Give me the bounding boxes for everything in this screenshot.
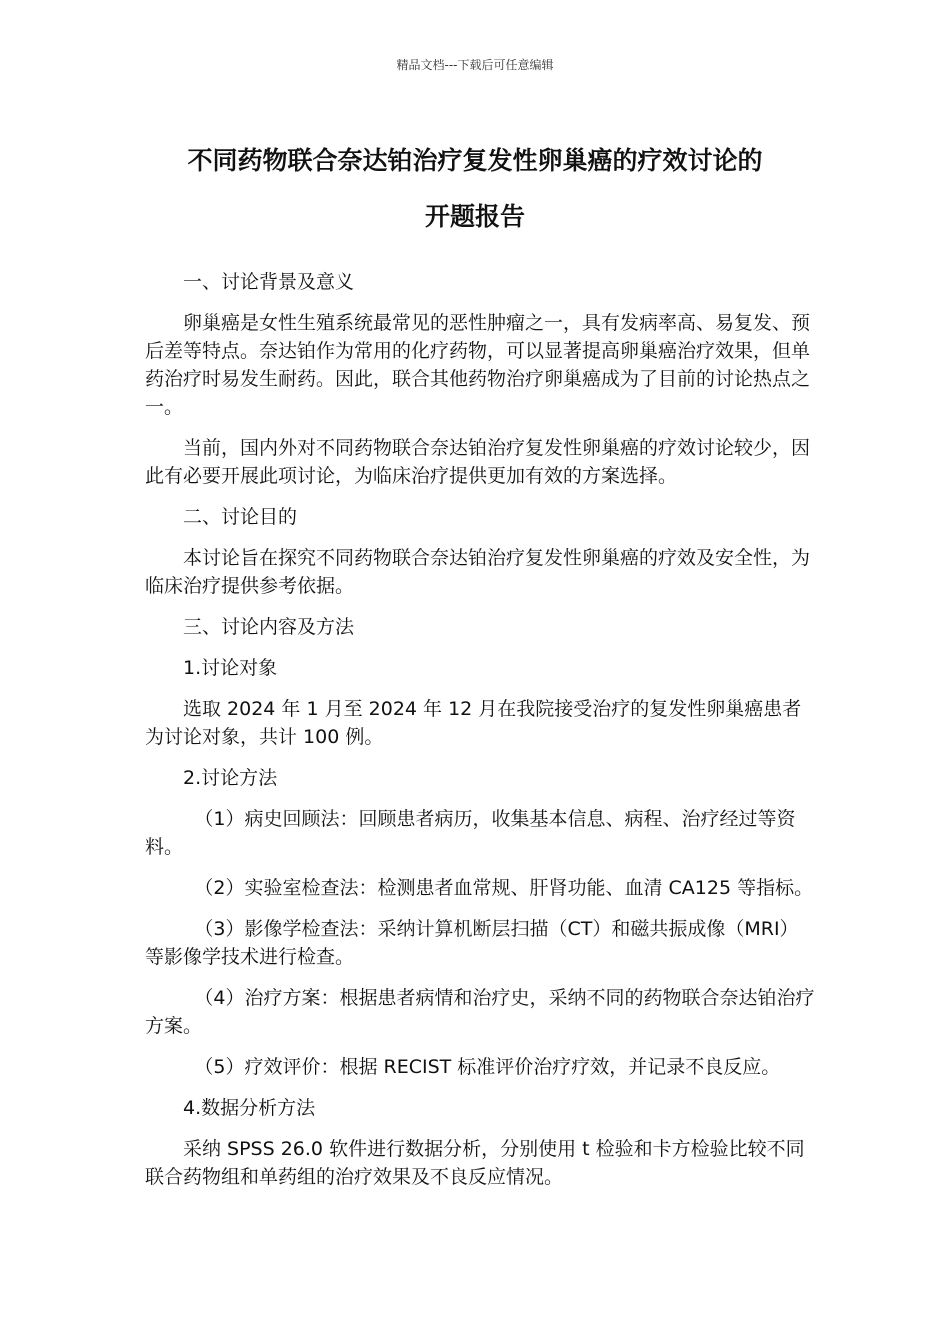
section-heading-background: 一、讨论背景及意义 [183, 271, 355, 293]
header-watermark: 精品文档---下载后可任意编辑 [396, 58, 554, 72]
paragraph-data-analysis: 采纳 SPSS 26.0 软件进行数据分析，分别使用 t 检验和卡方检验比较不同联合药物组和单药组的治疗效果及不良反应情况。 [145, 1138, 805, 1188]
paragraph-background-1: 卵巢癌是女性生殖系统最常见的恶性肿瘤之一，具有发病率高、易复发、预后差等特点。奈达铂作为常用的化疗药物，可以显著提高卵巢癌治疗效果，但单药治疗时易发生耐药。因此，联合其他药物治疗卵巢癌成为了目前的讨论热点之一。 [145, 312, 811, 418]
subheading-methods: 2.讨论方法 [183, 767, 278, 789]
document-title [130, 133, 820, 245]
subheading-subjects: 1.讨论对象 [183, 657, 278, 679]
section-heading-purpose: 二、讨论目的 [183, 506, 298, 528]
section-heading-content-methods: 三、讨论内容及方法 [183, 616, 355, 638]
subheading-data-analysis: 4.数据分析方法 [183, 1097, 316, 1119]
method-item-1: （1）病史回顾法：回顾患者病历，收集基本信息、病程、治疗经过等资料。 [145, 808, 796, 858]
title-line-2: 开题报告 [424, 202, 525, 231]
paragraph-background-2: 当前，国内外对不同药物联合奈达铂治疗复发性卵巢癌的疗效讨论较少，因此有必要开展此项讨论，为临床治疗提供更加有效的方案选择。 [145, 437, 811, 487]
title-line-1: 不同药物联合奈达铂治疗复发性卵巢癌的疗效讨论的 [187, 146, 763, 175]
paragraph-subjects: 选取 2024 年 1 月至 2024 年 12 月在我院接受治疗的复发性卵巢癌患者为讨论对象，共计 100 例。 [145, 698, 802, 748]
method-item-4: （4）治疗方案：根据患者病情和治疗史，采纳不同的药物联合奈达铂治疗方案。 [145, 987, 815, 1037]
paragraph-purpose: 本讨论旨在探究不同药物联合奈达铂治疗复发性卵巢癌的疗效及安全性，为临床治疗提供参考依据。 [145, 547, 811, 597]
method-item-2: （2）实验室检查法：检测患者血常规、肝肾功能、血清 CA125 等指标。 [194, 877, 814, 899]
document-body [145, 268, 817, 1204]
method-item-3: （3）影像学检查法：采纳计算机断层扫描（CT）和磁共振成像（MRI）等影像学技术进行检查。 [145, 918, 799, 968]
method-item-5: （5）疗效评价：根据 RECIST 标准评价治疗疗效，并记录不良反应。 [194, 1056, 781, 1078]
